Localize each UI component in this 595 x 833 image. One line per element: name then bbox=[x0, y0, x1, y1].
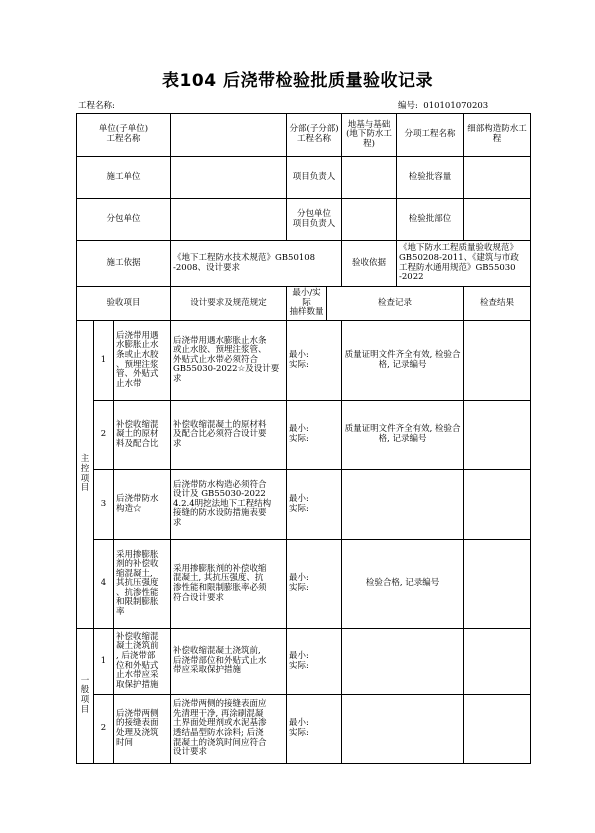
item-name: 补偿收缩混 凝土的原材 料及配合比 bbox=[114, 401, 171, 470]
constructor-label: 施工单位 bbox=[77, 157, 171, 199]
item-number: 1 bbox=[94, 321, 114, 401]
serial-label: 编号: bbox=[398, 101, 418, 111]
subcontractor-label: 分包单位 bbox=[77, 199, 171, 241]
item-number: 4 bbox=[94, 540, 114, 629]
item-check-record[interactable] bbox=[342, 695, 464, 764]
item-name: 后浇带两侧 的接缝表面 处理及浇筑 时间 bbox=[114, 695, 171, 764]
item-name: 后浇带防水 构造☆ bbox=[114, 470, 171, 540]
item-number: 2 bbox=[94, 401, 114, 470]
subitem-name-label: 分项工程名称 bbox=[397, 114, 464, 157]
item-design-requirement: 采用掺膨胀剂的补偿收缩 混凝土, 其抗压强度、抗 渗性能和限制膨胀率必须 符合设计要求 bbox=[171, 540, 287, 629]
item-sample-count[interactable]: 最小: 实际: bbox=[287, 695, 342, 764]
header-row-unit bbox=[77, 114, 531, 157]
acceptance-basis-label: 验收依据 bbox=[342, 241, 397, 287]
batch-size-value[interactable] bbox=[464, 157, 531, 199]
item-number: 2 bbox=[94, 695, 114, 764]
item-check-record[interactable] bbox=[342, 629, 464, 695]
item-sample-count[interactable]: 最小: 实际: bbox=[287, 629, 342, 695]
item-name: 采用掺膨胀 剂的补偿收 缩混凝土, 其抗压强度 、抗渗性能 和限制膨胀 率 bbox=[114, 540, 171, 629]
item-check-result[interactable] bbox=[464, 401, 531, 470]
item-check-record[interactable]: 检验合格, 记录编号 bbox=[342, 540, 464, 629]
table-row bbox=[77, 401, 531, 470]
table-row bbox=[77, 695, 531, 764]
col-record-header: 检查记录 bbox=[327, 287, 464, 321]
item-number: 1 bbox=[94, 629, 114, 695]
col-result-header: 检查结果 bbox=[464, 287, 531, 321]
col-design-header: 设计要求及规范规定 bbox=[171, 287, 287, 321]
project-lead-value[interactable] bbox=[342, 157, 397, 199]
subunit-name-value: 地基与基础 (地下防水工 程) bbox=[342, 114, 397, 157]
unit-name-value[interactable] bbox=[171, 114, 287, 157]
main-group-label: 主 控 项 目 bbox=[77, 321, 94, 629]
item-sample-count[interactable]: 最小: 实际: bbox=[287, 540, 342, 629]
subunit-name-label: 分部(子分部) 工程名称 bbox=[287, 114, 342, 157]
serial-number bbox=[398, 99, 488, 111]
item-name: 补偿收缩混 凝土浇筑前 , 后浇带部 位和外贴式 止水带应采 取保护措施 bbox=[114, 629, 171, 695]
acceptance-form-table bbox=[76, 113, 531, 764]
item-sample-count[interactable]: 最小: 实际: bbox=[287, 470, 342, 540]
project-name-label: 工程名称: bbox=[78, 101, 115, 111]
batch-size-label: 检验批容量 bbox=[397, 157, 464, 199]
subcontractor-value[interactable] bbox=[171, 199, 287, 241]
header-row-constructor bbox=[77, 157, 531, 199]
item-check-result[interactable] bbox=[464, 540, 531, 629]
col-sample-header: 最小/实际 抽样数量 bbox=[287, 287, 327, 321]
table-row bbox=[77, 321, 531, 401]
item-design-requirement: 补偿收缩混凝土浇筑前, 后浇带部位和外贴式止水 带应采取保护措施 bbox=[171, 629, 287, 695]
table-row bbox=[77, 629, 531, 695]
item-design-requirement: 后浇带两侧的接缝表面应 先清理干净, 再涂刷混凝 土界面处理剂或水泥基渗 透结晶型防水涂料; 后浇 混凝土的浇筑时间应符合 设计要求 bbox=[171, 695, 287, 764]
serial-value: 010101070203 bbox=[423, 101, 489, 111]
basis-value: 《地下工程防水技术规范》GB50108 -2008、设计要求 bbox=[171, 241, 342, 287]
item-design-requirement: 补偿收缩混凝土的原材料 及配合比必须符合设计要 求 bbox=[171, 401, 287, 470]
table-row bbox=[77, 470, 531, 540]
item-design-requirement: 后浇带用遇水膨胀止水条 或止水胶、预埋注浆管、 外贴式止水带必须符合 GB55030-2022☆及设计要 求 bbox=[171, 321, 287, 401]
subitem-name-value: 细部构造防水工 程 bbox=[464, 114, 531, 157]
constructor-value[interactable] bbox=[171, 157, 287, 199]
batch-part-value[interactable] bbox=[464, 199, 531, 241]
basis-label: 施工依据 bbox=[77, 241, 171, 287]
sub-lead-value[interactable] bbox=[342, 199, 397, 241]
sub-lead-label: 分包单位 项目负责人 bbox=[287, 199, 342, 241]
item-number: 3 bbox=[94, 470, 114, 540]
item-check-result[interactable] bbox=[464, 695, 531, 764]
item-name: 后浇带用遇 水膨胀止水 条或止水胶 、预埋注浆 管、外贴式 止水带 bbox=[114, 321, 171, 401]
item-check-result[interactable] bbox=[464, 470, 531, 540]
column-header-row bbox=[77, 287, 531, 321]
item-sample-count[interactable]: 最小: 实际: bbox=[287, 321, 342, 401]
batch-part-label: 检验批部位 bbox=[397, 199, 464, 241]
table-row bbox=[77, 540, 531, 629]
item-check-record[interactable]: 质量证明文件齐全有效, 检验合 格, 记录编号 bbox=[342, 401, 464, 470]
header-row-subcontractor bbox=[77, 199, 531, 241]
project-lead-label: 项目负责人 bbox=[287, 157, 342, 199]
acceptance-basis-value: 《地下防水工程质量验收规范》 GB50208-2011、《建筑与市政 工程防水通用规范》GB55030 -2022 bbox=[397, 241, 531, 287]
general-group-label: 一 般 项 目 bbox=[77, 629, 94, 764]
item-check-result[interactable] bbox=[464, 629, 531, 695]
col-item-header: 验收项目 bbox=[77, 287, 171, 321]
item-sample-count[interactable]: 最小: 实际: bbox=[287, 401, 342, 470]
header-row-basis bbox=[77, 241, 531, 287]
page-title: 表104 后浇带检验批质量验收记录 bbox=[162, 71, 433, 91]
item-check-result[interactable] bbox=[464, 321, 531, 401]
item-check-record[interactable]: 质量证明文件齐全有效, 检验合 格, 记录编号 bbox=[342, 321, 464, 401]
unit-name-label: 单位(子单位) 工程名称 bbox=[77, 114, 171, 157]
item-design-requirement: 后浇带防水构造必须符合 设计及 GB55030-2022 4.2.4明挖法地下工程结构 接缝的防水设防措施表要 求 bbox=[171, 470, 287, 540]
item-check-record[interactable] bbox=[342, 470, 464, 540]
